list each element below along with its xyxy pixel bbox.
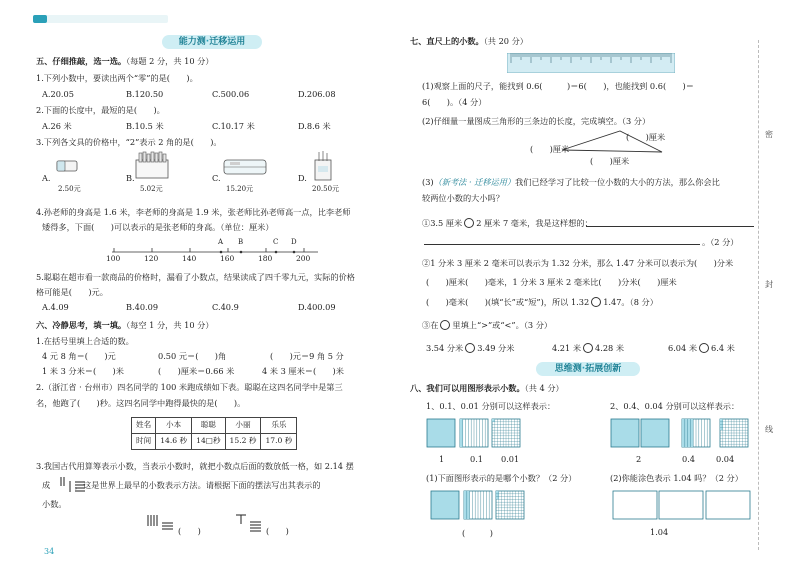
- nl-tick-120: 120: [144, 254, 159, 263]
- q7-3-item2-l1: ②1 分米 3 厘米 2 毫米可以表示为 1.32 分米，那么 1.47 分米可以表示为( )分米: [422, 258, 734, 268]
- table-cell: 时间: [132, 434, 156, 450]
- header-strip: [33, 15, 168, 23]
- example-1-squares: [426, 418, 522, 450]
- q5-3-opt-a: A.: [42, 173, 51, 183]
- q8-1-blank[interactable]: ( ): [462, 528, 493, 538]
- table-header: 姓名: [132, 418, 156, 434]
- banner-thinking: [536, 362, 640, 376]
- q5-1-stem: 1.下列小数中，要读出两个“零”的是( )。: [36, 73, 198, 83]
- section-note: （每空 1 分，共 10 分）: [126, 320, 214, 330]
- q7-3-item1: [422, 218, 593, 228]
- cmp-right: 3.49 分米: [477, 343, 515, 353]
- q8-2-squares[interactable]: [612, 490, 752, 522]
- banner-ability: [162, 35, 262, 49]
- compare-circle[interactable]: [465, 343, 475, 353]
- binding-line: [758, 40, 759, 550]
- q6-1-r1-a: 4 元 8 角＝( )元: [42, 351, 116, 361]
- compare-circle[interactable]: [464, 218, 474, 228]
- table-row: [132, 418, 297, 434]
- q7-1-line2: 6( )。（4 分）: [422, 97, 487, 107]
- q5-1-opt-d: D.206.08: [298, 89, 336, 99]
- item2-d: 1.47。（8 分）: [603, 297, 658, 307]
- table-cell: 15.2 秒: [225, 434, 261, 450]
- nl-tick-180: 180: [258, 254, 273, 263]
- table-header: 聪聪: [192, 418, 225, 434]
- section-5-title: [36, 57, 214, 66]
- example-2-text: 2、0.4、0.04 分别可以这样表示：: [610, 401, 740, 411]
- q5-5-opt-b: B.40.09: [126, 302, 159, 312]
- side-char-1: 密: [765, 130, 773, 139]
- ex1-label-1: 1: [439, 454, 445, 464]
- pen-holder-icon: [312, 150, 334, 182]
- q6-1-stem: 1.在括号里填上合适的数。: [36, 336, 134, 346]
- answer-line-1[interactable]: [586, 226, 754, 227]
- q5-2-stem: 2.下面的长度中，最短的是( )。: [36, 105, 165, 115]
- section-note: （共 20 分）: [483, 36, 528, 46]
- ex1-label-2: 0.1: [470, 454, 484, 464]
- q6-3-line2: 成 ，这是世界上最早的小数表示方法。请根据下面的摆法写出其表示的: [42, 480, 321, 490]
- race-table: [131, 417, 297, 450]
- q5-3-opt-c: C.: [212, 173, 221, 183]
- q6-3-line1: 3.我国古代用算筹表示小数，当表示小数时，就把小数点后面的数放低一格，如 2.14 摆: [36, 461, 354, 471]
- eraser-icon: [54, 154, 80, 176]
- nl-tick-160: 160: [220, 254, 235, 263]
- nl-tick-100: 100: [106, 254, 121, 263]
- new-method-tag: （新考法 · 迁移运用）: [433, 177, 516, 187]
- q5-2-opt-a: A.26 米: [42, 121, 72, 131]
- q6-1-r1-b: 0.50 元＝( )角: [158, 351, 227, 361]
- q7-3-item2-l3: [426, 297, 658, 307]
- q5-5-opt-c: C.40.9: [212, 302, 239, 312]
- q6-3-blank-1: ( ): [178, 526, 201, 536]
- q5-2-opt-b: B.10.5 米: [126, 121, 164, 131]
- cmp-left: 6.04 米: [668, 343, 698, 353]
- cmp-right: 6.4 米: [711, 343, 735, 353]
- item3-a: ③在: [422, 320, 439, 330]
- example-1-text: 1、0.1、0.01 分别可以这样表示：: [426, 401, 556, 411]
- ex2-label-3: 0.04: [716, 454, 735, 464]
- table-cell: 14.6 秒: [156, 434, 192, 450]
- q5-1-opt-a: A.20.05: [42, 89, 74, 99]
- q5-2-opt-d: D.8.6 米: [298, 121, 331, 131]
- q6-3-blank-2: ( ): [266, 526, 289, 536]
- section-title-text: 五、仔细推敲，选一选。: [36, 56, 127, 66]
- q5-2-opt-c: C.10.17 米: [212, 121, 255, 131]
- compare-circle[interactable]: [583, 343, 593, 353]
- nl-letter-c: C: [273, 238, 279, 246]
- banner-b: 拓展创新: [585, 364, 622, 374]
- triangle-label-2: ( )厘米: [530, 144, 570, 154]
- crayon-box-icon: [134, 150, 170, 180]
- q7-3-item2-l2: ( )厘米( )毫米，1 分米 3 厘米 2 毫米比( )分米( )厘米: [426, 277, 677, 287]
- q6-1-r2-a: 1 米 3 分米＝( )米: [42, 366, 124, 376]
- compare-circle[interactable]: [591, 297, 601, 307]
- triangle-label-3: ( )厘米: [590, 156, 630, 166]
- price-d: 20.50元: [312, 185, 340, 193]
- banner-a: 思维测: [554, 364, 582, 374]
- q6-1-r2-b: ( )厘米＝0.66 米: [158, 366, 235, 376]
- table-header: 小本: [156, 418, 192, 434]
- q5-1-opt-b: B.120.50: [126, 89, 164, 99]
- section-note: （共 4 分）: [524, 383, 564, 393]
- ex1-label-3: 0.01: [501, 454, 520, 464]
- counting-rods-1: [146, 514, 176, 534]
- q5-5-line1: 5.聪聪在超市看一款商品的价格时，漏看了小数点，结果读成了四千零九元，实际的价格: [36, 272, 355, 282]
- q8-2-label: 1.04: [650, 527, 669, 537]
- compare-pair-1: [426, 343, 514, 353]
- nl-tick-200: 200: [296, 254, 311, 263]
- q8-1-stem: (1)下面图形表示的是哪个小数？（2 分）: [426, 473, 577, 483]
- page-number: 34: [44, 547, 55, 556]
- table-cell: 17.0 秒: [261, 434, 297, 450]
- q6-3-line3: 小数。: [42, 499, 67, 509]
- section-7-title: [410, 37, 528, 46]
- q5-3-stem: 3.下列各文具的价格中，“2”表示 2 角的是( )。: [36, 137, 222, 147]
- table-cell: 14□秒: [192, 434, 225, 450]
- triangle-label-1: ( )厘米: [626, 132, 666, 142]
- banner-b: 迁移运用: [209, 37, 246, 47]
- side-char-3: 线: [765, 425, 773, 434]
- q6-2-line2: 名，他跑了( )秒。这四名同学中跑得最快的是( )。: [36, 398, 246, 408]
- nl-letter-a: A: [218, 238, 224, 246]
- section-8-title: [410, 384, 564, 393]
- section-note: （每题 2 分，共 10 分）: [126, 56, 214, 66]
- q5-3-opt-b: B.: [126, 173, 135, 183]
- q8-1-squares: [430, 490, 526, 522]
- cmp-left: 3.54 分米: [426, 343, 464, 353]
- ex2-label-2: 0.4: [682, 454, 696, 464]
- banner-sep: ·: [581, 364, 586, 374]
- example-2-squares: [610, 418, 750, 450]
- q7-3-item3: [422, 320, 552, 330]
- q6-1-r1-c: ( )元＝9 角 5 分: [270, 351, 344, 361]
- price-c: 15.20元: [226, 185, 254, 193]
- item2-c: ( )毫米( )(填“长”或“短”)，所以 1.32: [426, 297, 590, 307]
- q7-1-line1: (1)观察上面的尺子，能找到 0.6( )＝6( )，也能找到 0.6( )＝: [422, 81, 694, 91]
- compare-pair-2: [552, 343, 624, 353]
- q7-2-stem: (2)仔细量一量图成三角形的三条边的长度，完成填空。（3 分）: [422, 116, 651, 126]
- q7-3-text: 我们已经学习了比较一位小数的大小的方法，那么你会比: [515, 177, 720, 187]
- nl-letter-b: B: [238, 238, 244, 246]
- side-char-2: 封: [765, 280, 773, 289]
- table-header: 小丽: [225, 418, 261, 434]
- price-b: 5.02元: [140, 185, 163, 193]
- header-tag: [33, 15, 47, 23]
- pencil-case-icon: [222, 156, 268, 178]
- q5-5-line2: 格可能是( )元。: [36, 287, 108, 297]
- q7-3-line1: (3)（新考法 · 迁移运用）我们已经学习了比较一位小数的大小的方法，那么你会比: [422, 177, 720, 187]
- q5-3-opt-d: D.: [298, 173, 307, 183]
- section-title-text: 六、冷静思考，填一填。: [36, 320, 127, 330]
- q5-4-line1: 4.孙老师的身高是 1.6 米，李老师的身高是 1.9 米，张老师比孙老师高一点，比李老师: [36, 207, 351, 217]
- q5-1-opt-c: C.500.06: [212, 89, 250, 99]
- nl-letter-d: D: [291, 238, 297, 246]
- item3-b: 里填上“>”或“<”。（3 分）: [452, 320, 553, 330]
- cmp-right: 4.28 米: [595, 343, 625, 353]
- banner-a: 能力测: [178, 37, 206, 47]
- item1-a: ①3.5 厘米: [422, 218, 463, 228]
- q7-3-line2: 较两位小数的大小吗？: [422, 193, 504, 203]
- compare-circle[interactable]: [699, 343, 709, 353]
- q6-1-r2-c: 4 米 3 厘米＝( )米: [262, 366, 344, 376]
- section-title-text: 八、我们可以用图形表示小数。: [410, 383, 525, 393]
- q5-4-line2: 矮得多，下面( )可以表示的是张老师的身高。（单位：厘米）: [42, 222, 274, 232]
- ruler-image: [507, 53, 675, 73]
- compare-pair-3: [668, 343, 735, 353]
- q6-2-line1: 2.（浙江省 · 台州市）四名同学的 100 米跑成绩如下表。聪聪在这四名同学中是第三: [36, 382, 343, 392]
- compare-circle: [440, 320, 450, 330]
- q8-2-stem: (2)你能涂色表示 1.04 吗？（2 分）: [610, 473, 743, 483]
- banner-sep: ·: [205, 37, 210, 47]
- nl-tick-140: 140: [182, 254, 197, 263]
- item1-score: 。（2 分）: [702, 237, 739, 247]
- q5-5-opt-d: D.400.09: [298, 302, 336, 312]
- item1-b: 2 厘米 7 毫米，我是这样想的：: [476, 218, 593, 228]
- answer-line-2[interactable]: [424, 244, 700, 245]
- counting-rods-2: [234, 512, 264, 534]
- counting-rods-example: [58, 476, 88, 494]
- table-row: [132, 434, 297, 450]
- section-title-text: 七、直尺上的小数。: [410, 36, 484, 46]
- height-number-line: [108, 238, 322, 268]
- q5-5-opt-a: A.4.09: [42, 302, 69, 312]
- cmp-left: 4.21 米: [552, 343, 582, 353]
- ex2-label-1: 2: [636, 454, 642, 464]
- price-a: 2.50元: [58, 185, 81, 193]
- section-6-title: [36, 321, 214, 330]
- table-header: 乐乐: [261, 418, 297, 434]
